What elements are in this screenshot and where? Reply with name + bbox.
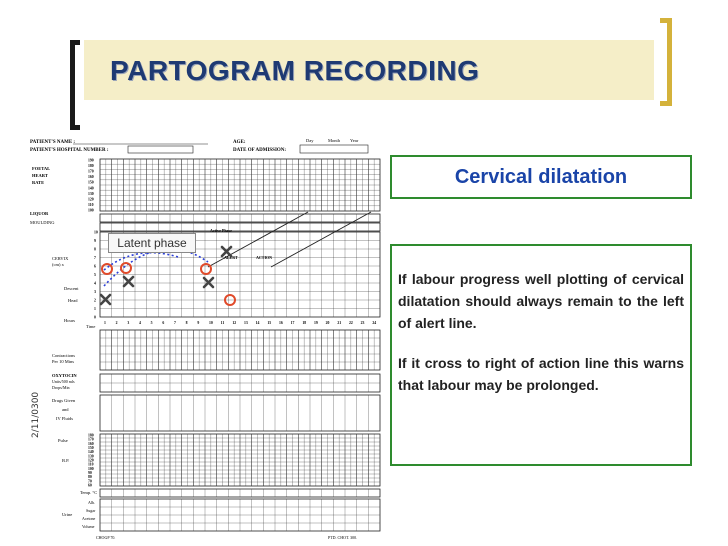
fhr-tick-label: 180 <box>88 164 94 169</box>
cervix-tick-label: 8 <box>94 247 96 252</box>
hour-tick-label: 1 <box>104 321 106 325</box>
alert-label: ALERT <box>224 255 238 260</box>
fhr-tick-label: 120 <box>88 197 94 202</box>
form-urine: Urine <box>62 512 73 517</box>
cervix-tick-label: 5 <box>94 273 96 277</box>
form-time: Time <box>86 324 96 329</box>
hour-tick-label: 3 <box>127 321 130 325</box>
explanation-paragraph-2: If it cross to right of action line this warns that labour may be prolonged. <box>398 355 684 393</box>
hour-tick-label: 14 <box>255 321 260 325</box>
hour-tick-label: 21 <box>337 321 342 325</box>
form-acetone: Acetone <box>82 516 96 521</box>
form-volume: Volume <box>82 524 95 529</box>
form-descent: Descent <box>64 286 79 291</box>
cervix-tick-label: 0 <box>94 315 96 320</box>
form-and: and <box>62 407 69 412</box>
bp-tick-label: 80 <box>88 475 92 480</box>
form-iv: IV Fluids <box>56 416 74 421</box>
hour-tick-label: 13 <box>244 321 248 325</box>
form-hours: Hours <box>64 318 75 323</box>
hour-tick-label: 19 <box>314 321 318 325</box>
form-pulse: Pulse <box>58 438 68 443</box>
fhr-tick-label: 170 <box>88 169 94 174</box>
active-phase-label: Active Phase <box>210 228 232 233</box>
form-oxytocin: OXYTOCIN <box>52 373 77 378</box>
action-label: ACTION <box>256 255 273 260</box>
bp-tick-label: 110 <box>88 462 94 467</box>
form-bp: B.P. <box>62 458 70 463</box>
bp-tick-label: 170 <box>88 437 94 442</box>
cervix-tick-label: 10 <box>94 230 98 235</box>
right-bracket-decoration <box>660 18 672 106</box>
bp-tick-label: 120 <box>88 458 94 463</box>
form-rate: RATE <box>32 180 45 185</box>
form-drugs: Drugs Given <box>52 398 76 403</box>
cervix-tick-label: 6 <box>94 264 96 269</box>
bp-tick-label: 160 <box>88 441 94 446</box>
bp-tick-label: 90 <box>88 471 92 475</box>
hour-tick-label: 8 <box>185 321 188 325</box>
cervix-tick-label: 2 <box>94 298 96 303</box>
hour-tick-label: 10 <box>209 321 213 325</box>
slide-title: PARTOGRAM RECORDING <box>110 55 480 86</box>
form-month: Month <box>328 138 341 143</box>
hour-tick-label: 11 <box>220 321 225 325</box>
hour-tick-label: 12 <box>232 321 237 325</box>
bp-tick-label: 150 <box>88 446 94 450</box>
form-year: Year <box>350 138 359 143</box>
form-day: Day <box>306 138 314 143</box>
form-head: Head <box>68 298 78 303</box>
cervix-tick-label: 7 <box>94 256 96 260</box>
fhr-tick-label: 140 <box>88 186 94 191</box>
hour-tick-label: 24 <box>372 321 377 325</box>
form-age: AGE: <box>233 140 246 145</box>
hour-tick-label: 9 <box>197 321 200 325</box>
cervix-tick-label: 3 <box>94 290 96 294</box>
form-patient-name: PATIENT'S NAME : <box>30 140 76 145</box>
hour-tick-label: 20 <box>325 321 330 325</box>
fhr-tick-label: 110 <box>88 202 94 207</box>
hour-tick-label: 17 <box>290 321 295 325</box>
hour-tick-label: 18 <box>302 321 307 325</box>
explanation-paragraph-1: If labour progress well plotting of cervical dilatation should always remain to the left of alert line. <box>398 271 684 331</box>
cervical-dilatation-heading: Cervical dilatation <box>454 165 628 188</box>
latent-phase-label: Latent phase <box>108 233 196 253</box>
bp-tick-label: 60 <box>88 483 92 488</box>
cervical-dilatation-box <box>390 155 692 199</box>
bp-tick-label: 70 <box>88 479 92 484</box>
form-units: Units/500 mls <box>52 379 75 384</box>
hour-tick-label: 4 <box>139 321 141 325</box>
cervix-tick-label: 9 <box>94 239 96 243</box>
hour-tick-label: 5 <box>150 321 153 325</box>
form-alb: Alb. <box>88 500 95 505</box>
fhr-tick-label: 150 <box>88 180 94 185</box>
form-liquor: LIQUOR <box>30 211 49 216</box>
form-per10: Per 10 Mins <box>52 359 75 364</box>
left-bracket-decoration <box>70 40 80 130</box>
form-temp: Temp. °C <box>80 490 98 495</box>
fhr-tick-label: 100 <box>88 208 94 213</box>
form-footer-left: CHOGP 70. <box>96 535 116 540</box>
bp-tick-label: 180 <box>88 433 94 438</box>
form-footer-right: PTD. CHOT. 300. <box>328 535 358 540</box>
partogram-form <box>28 132 384 542</box>
form-drops: Drops/Min <box>52 385 70 390</box>
hour-tick-label: 6 <box>162 321 165 325</box>
fhr-tick-label: 130 <box>88 191 94 196</box>
form-date-admission: DATE OF ADMISSION: <box>233 148 287 153</box>
bp-tick-label: 140 <box>88 450 94 455</box>
bp-tick-label: 100 <box>88 466 94 471</box>
form-moulding: MOULDING <box>30 220 55 225</box>
bp-tick-label: 130 <box>88 454 94 459</box>
explanation-box <box>390 244 692 466</box>
svg-text:2/11/0300: 2/11/0300 <box>31 391 41 438</box>
form-sugar: Sugar <box>86 508 96 513</box>
form-hospital-number: PATIENT'S HOSPITAL NUMBER : <box>30 148 109 153</box>
cervix-tick-label: 1 <box>94 307 96 311</box>
hour-tick-label: 23 <box>360 321 365 325</box>
cervix-tick-label: 4 <box>94 281 96 286</box>
hour-tick-label: 2 <box>115 321 118 325</box>
form-heart: HEART <box>32 173 48 178</box>
fhr-tick-label: 190 <box>88 158 94 163</box>
form-contractions: Contractions <box>52 353 75 358</box>
hour-tick-label: 15 <box>267 321 272 325</box>
hour-tick-label: 7 <box>174 321 176 325</box>
hour-tick-label: 16 <box>279 321 283 325</box>
fhr-tick-label: 160 <box>88 175 94 180</box>
form-cervix: CERVIX <box>52 256 69 261</box>
form-fetal: FOETAL <box>32 166 51 171</box>
form-cm: (cm) x <box>52 262 64 267</box>
hour-tick-label: 22 <box>349 321 353 325</box>
